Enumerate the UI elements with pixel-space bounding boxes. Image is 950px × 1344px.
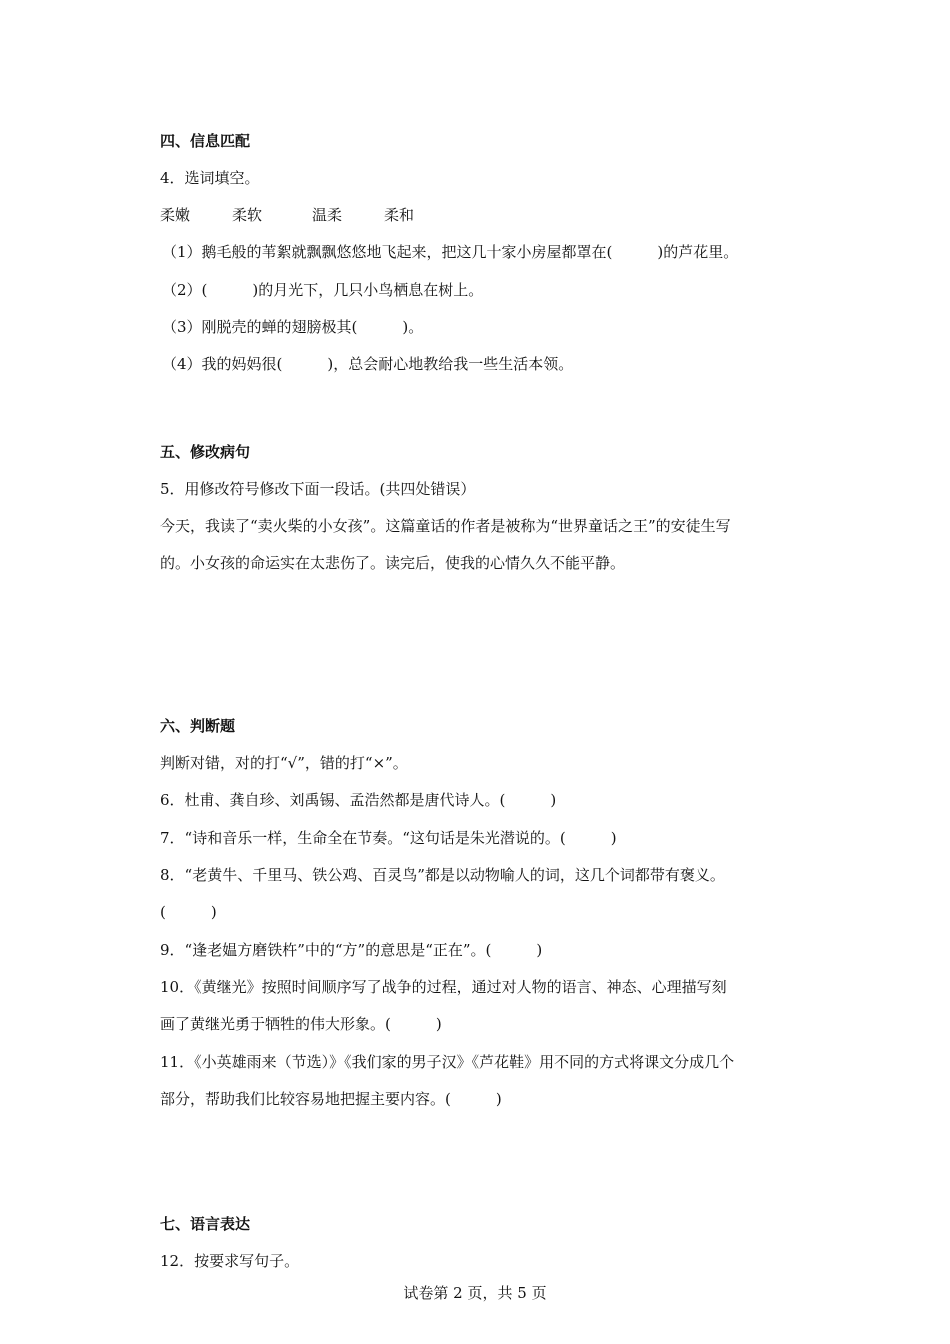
word-bank-item: 温柔 [312, 206, 343, 224]
question-5-paragraph-line-1: 今天，我读了“卖火柴的小女孩”。这篇童话的作者是被称为“世界童话之王”的安徒生写 [160, 517, 731, 535]
section-6-instruction: 判断对错，对的打“√”，错的打“×”。 [160, 754, 408, 772]
section-6-heading: 六、判断题 [160, 717, 236, 735]
question-12-prompt: 12．按要求写句子。 [160, 1252, 300, 1270]
question-8-line-2: ( ) [160, 903, 217, 921]
question-5-prompt: 5．用修改符号修改下面一段话。(共四处错误） [160, 480, 476, 498]
page-footer: 试卷第 2 页，共 5 页 [403, 1284, 547, 1302]
question-4-item-3: （3）刚脱壳的蝉的翅膀极其( )。 [162, 318, 424, 336]
question-11-line-2: 部分，帮助我们比较容易地把握主要内容。( ) [160, 1090, 502, 1108]
section-5-heading: 五、修改病句 [160, 443, 251, 461]
section-4-heading: 四、信息匹配 [160, 132, 251, 150]
question-5-paragraph-line-2: 的。小女孩的命运实在太悲伤了。读完后，使我的心情久久不能平静。 [160, 554, 626, 572]
question-7: 7．“诗和音乐一样，生命全在节奏。“这句话是朱光潜说的。( ) [160, 829, 617, 847]
question-10-line-2: 画了黄继光勇于牺牲的伟大形象。( ) [160, 1015, 442, 1033]
question-4-item-1: （1）鹅毛般的苇絮就飘飘悠悠地飞起来，把这几十家小房屋都罩在( )的芦花里。 [162, 243, 739, 261]
word-bank-item: 柔和 [384, 206, 415, 224]
question-11-line-1: 11．《小英雄雨来（节选）》《我们家的男子汉》《芦花鞋》用不同的方式将课文分成几个 [160, 1053, 735, 1071]
question-10-line-1: 10．《黄继光》按照时间顺序写了战争的过程，通过对人物的语言、神态、心理描写刻 [160, 978, 727, 996]
word-bank-item: 柔嫩 [160, 206, 191, 224]
question-8-line-1: 8．“老黄牛、千里马、铁公鸡、百灵鸟”都是以动物喻人的词，这几个词都带有褒义。 [160, 866, 725, 884]
question-4-item-4: （4）我的妈妈很( )，总会耐心地教给我一些生活本领。 [162, 355, 574, 373]
question-4-item-2: （2）( )的月光下，几只小鸟栖息在树上。 [162, 281, 484, 299]
word-bank-item: 柔软 [232, 206, 263, 224]
section-7-heading: 七、语言表达 [160, 1215, 251, 1233]
question-9: 9．“逢老媪方磨铁杵”中的“方”的意思是“正在”。( ) [160, 941, 543, 959]
question-4-prompt: 4．选词填空。 [160, 169, 260, 187]
question-6: 6．杜甫、龚自珍、刘禹锡、孟浩然都是唐代诗人。( ) [160, 791, 557, 809]
word-bank [160, 205, 414, 225]
